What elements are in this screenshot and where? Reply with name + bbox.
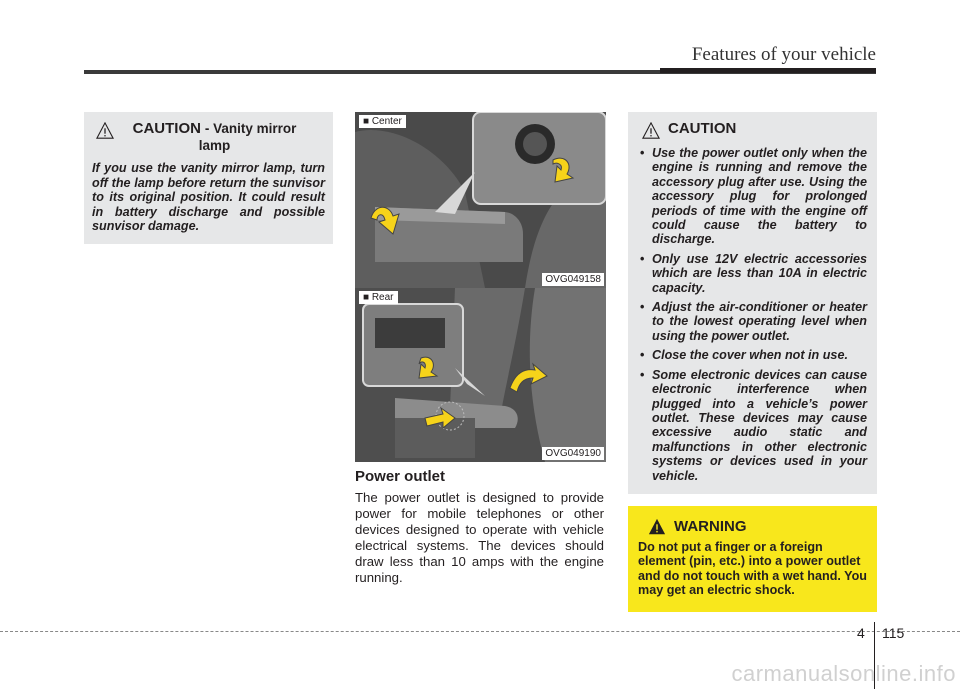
figure-rear-armrest — [355, 288, 606, 462]
caution-heading-right — [638, 120, 867, 140]
caution-item: • Use the power outlet only when the engine is running and remove the accessory plug after use. Using the accessory plug for prolonged periods of time with the engine off could cause the battery to discharge. — [638, 146, 867, 247]
warning-triangle-icon — [648, 518, 666, 536]
caution-box-power-outlet — [628, 112, 877, 494]
warning-text: Do not put a finger or a foreign element (pin, etc.) into a power outlet and do not touch with a wet hand. You may get an electric shock. — [638, 540, 868, 598]
watermark: carmanualsonline.info — [731, 661, 956, 686]
caution-list — [638, 146, 867, 483]
caution-subtitle: - Vanity mirror lamp — [198, 121, 297, 153]
warning-title: WARNING — [674, 517, 747, 535]
center-console-illustration — [355, 112, 606, 288]
caution-triangle-icon — [642, 122, 660, 140]
figure-center-console — [355, 112, 606, 288]
caution-box-vanity — [84, 112, 333, 244]
rear-armrest-illustration — [355, 288, 606, 462]
section-heading: Power outlet — [355, 468, 446, 485]
caution-item: • Close the cover when not in use. — [638, 348, 867, 362]
caution-item: • Some electronic devices can cause electronic interference when plugged into a vehicle’s power outlet. These devices may cause excessive audio static and malfunctions in other electronic systems or devices used in your vehicle. — [638, 368, 867, 483]
caution-triangle-icon — [96, 122, 114, 140]
caution-item: • Only use 12V electric accessories which are less than 10A in electric capacity. — [638, 252, 867, 295]
header-title: Features of your vehicle — [691, 44, 876, 65]
page-number: 115 — [882, 625, 905, 641]
figure-tag-rear: ■ Rear — [359, 291, 398, 304]
figure-code-center: OVG049158 — [542, 273, 604, 286]
section-body: The power outlet is designed to provide power for mobile telephones or other devices designed to operate with vehicle electrical systems. The devices should draw less than 10 amps with the engine running. — [355, 490, 604, 585]
footer-rule — [0, 631, 960, 632]
caution-title: CAUTION — [132, 120, 201, 137]
figure-code-rear: OVG049190 — [542, 447, 604, 460]
caution-text: If you use the vanity mirror lamp, turn off the lamp before return the sunvisor to its original position. It could result in battery discharge and possible sunvisor damage. — [92, 161, 325, 234]
caution-title-right: CAUTION — [668, 120, 737, 137]
header-rule-accent — [660, 68, 876, 73]
caution-heading — [92, 120, 325, 153]
warning-heading — [644, 516, 867, 536]
figure-tag-center: ■ Center — [359, 115, 406, 128]
caution-item: • Adjust the air-conditioner or heater to the lowest operating level when using the power outlet. — [638, 300, 867, 343]
chapter-number: 4 — [857, 625, 865, 641]
warning-box — [628, 506, 877, 612]
